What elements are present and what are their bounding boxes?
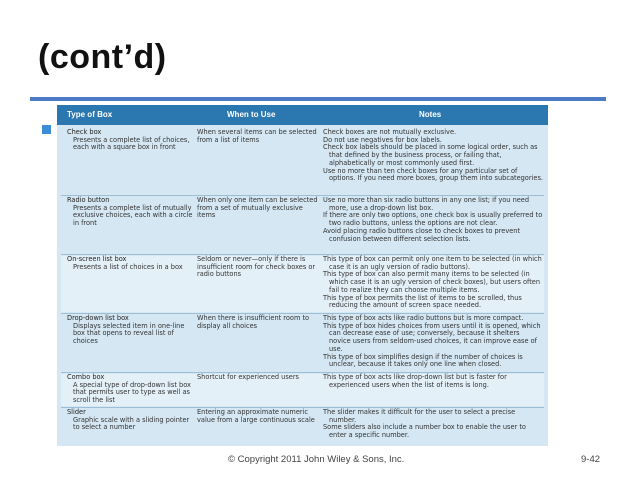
note: The slider makes it difficult for the user to select a precise number.: [323, 408, 516, 424]
notes-cell: [323, 197, 543, 243]
note: Use no more than six radio buttons in any one list; if you need more, use a drop-down list box.: [323, 196, 530, 212]
note: Use no more than ten check boxes for any particular set of options. If you need more boxes, group them into subcategories.: [323, 166, 543, 183]
when-to-use-cell: Entering an approximate numeric value from a large continuous scale: [197, 408, 315, 424]
note: This type of box can permit only one item to be selected (in which case it is an ugly version of radio buttons).: [323, 255, 542, 271]
note: This type of box permits the list of items to be scrolled, thus reducing the amount of screen space needed.: [323, 293, 522, 310]
notes-cell: [323, 129, 543, 183]
box-description: Presents a list of choices in a box: [73, 262, 183, 271]
table-row-check-box: [61, 129, 544, 193]
note: Check box labels should be placed in some logical order, such as that defined by the business process, or failing that, alphabetically or most commonly used first.: [323, 143, 538, 167]
note: This type of box acts like drop-down list but is faster for experienced users when the list of items is long.: [323, 373, 507, 389]
table-header-row: [57, 105, 548, 125]
bullet-marker: [42, 125, 51, 134]
title-rule: [30, 97, 606, 101]
when-to-use-cell: When several items can be selected from a list of items: [197, 128, 317, 144]
note: Some sliders also include a number box to enable the user to enter a specific number.: [323, 423, 526, 440]
header-when-to-use: When to Use: [227, 110, 276, 119]
notes-cell: [323, 409, 543, 440]
note: This type of box simplifies design if the number of choices is unclear, because it takes only one line when closed.: [323, 352, 523, 369]
note: This type of box can also permit many items to be selected (in which case it is an ugly version of check boxes), but users often fail to realize they can choose multiple items.: [323, 270, 541, 294]
box-name: Drop-down list box: [67, 314, 129, 322]
table-row-combo-box: [61, 374, 544, 406]
box-description: Displays selected item in one-line box that opens to reveal list of choices: [73, 321, 185, 346]
table-row-on-screen-list-box: [61, 256, 544, 312]
table-row-drop-down-list-box: [61, 315, 544, 371]
notes-cell: [323, 256, 543, 310]
box-description: Graphic scale with a sliding pointer to select a number: [73, 415, 190, 432]
box-name: Combo box: [67, 373, 105, 381]
notes-cell: [323, 374, 543, 389]
when-to-use-cell: Shortcut for experienced users: [197, 373, 299, 381]
box-type-cell: [67, 197, 193, 228]
box-name: Check box: [67, 128, 102, 136]
when-to-use-cell: When there is insufficient room to display all choices: [197, 314, 310, 330]
box-type-cell: [67, 256, 193, 271]
box-name: On-screen list box: [67, 255, 127, 263]
box-type-cell: [67, 409, 193, 432]
box-description: Presents a complete list of choices, each with a square box in front: [73, 135, 190, 152]
box-type-cell: [67, 315, 193, 346]
note: If there are only two options, one check box is usually preferred to two radio buttons, unless the options are not clear.: [323, 211, 543, 228]
box-name: Radio button: [67, 196, 110, 204]
header-type-of-box: Type of Box: [67, 110, 113, 119]
box-type-cell: [67, 129, 193, 152]
note: Check boxes are not mutually exclusive.: [323, 128, 457, 136]
note: Do not use negatives for box labels.: [323, 135, 442, 144]
box-description: Presents a complete list of mutually exclusive choices, each with a circle in front: [73, 203, 193, 228]
selection-box-table: [57, 105, 548, 446]
table-row-slider: [61, 409, 544, 443]
box-description: A special type of drop-down list box that permits user to type as well as scroll the list: [73, 380, 191, 405]
table-row-radio-button: [61, 197, 544, 253]
header-notes: Notes: [419, 110, 442, 119]
note: Avoid placing radio buttons close to check boxes to prevent confusion between different selection lists.: [323, 226, 521, 243]
note: This type of box hides choices from users until it is opened, which can decrease ease of use; conversely, because it shelters novice users from seldom-used choices, it can improve ease of use.: [323, 321, 541, 353]
notes-cell: [323, 315, 543, 369]
page-number: 9-42: [581, 454, 601, 465]
box-type-cell: [67, 374, 193, 405]
when-to-use-cell: Seldom or never—only if there is insufficient room for check boxes or radio buttons: [197, 255, 316, 279]
box-name: Slider: [67, 408, 86, 416]
note: This type of box acts like radio buttons but is more compact.: [323, 314, 524, 322]
when-to-use-cell: When only one item can be selected from a set of mutually exclusive items: [197, 196, 318, 220]
slide-title: (cont’d): [38, 38, 167, 76]
copyright-footer: © Copyright 2011 John Wiley & Sons, Inc.: [228, 454, 405, 465]
